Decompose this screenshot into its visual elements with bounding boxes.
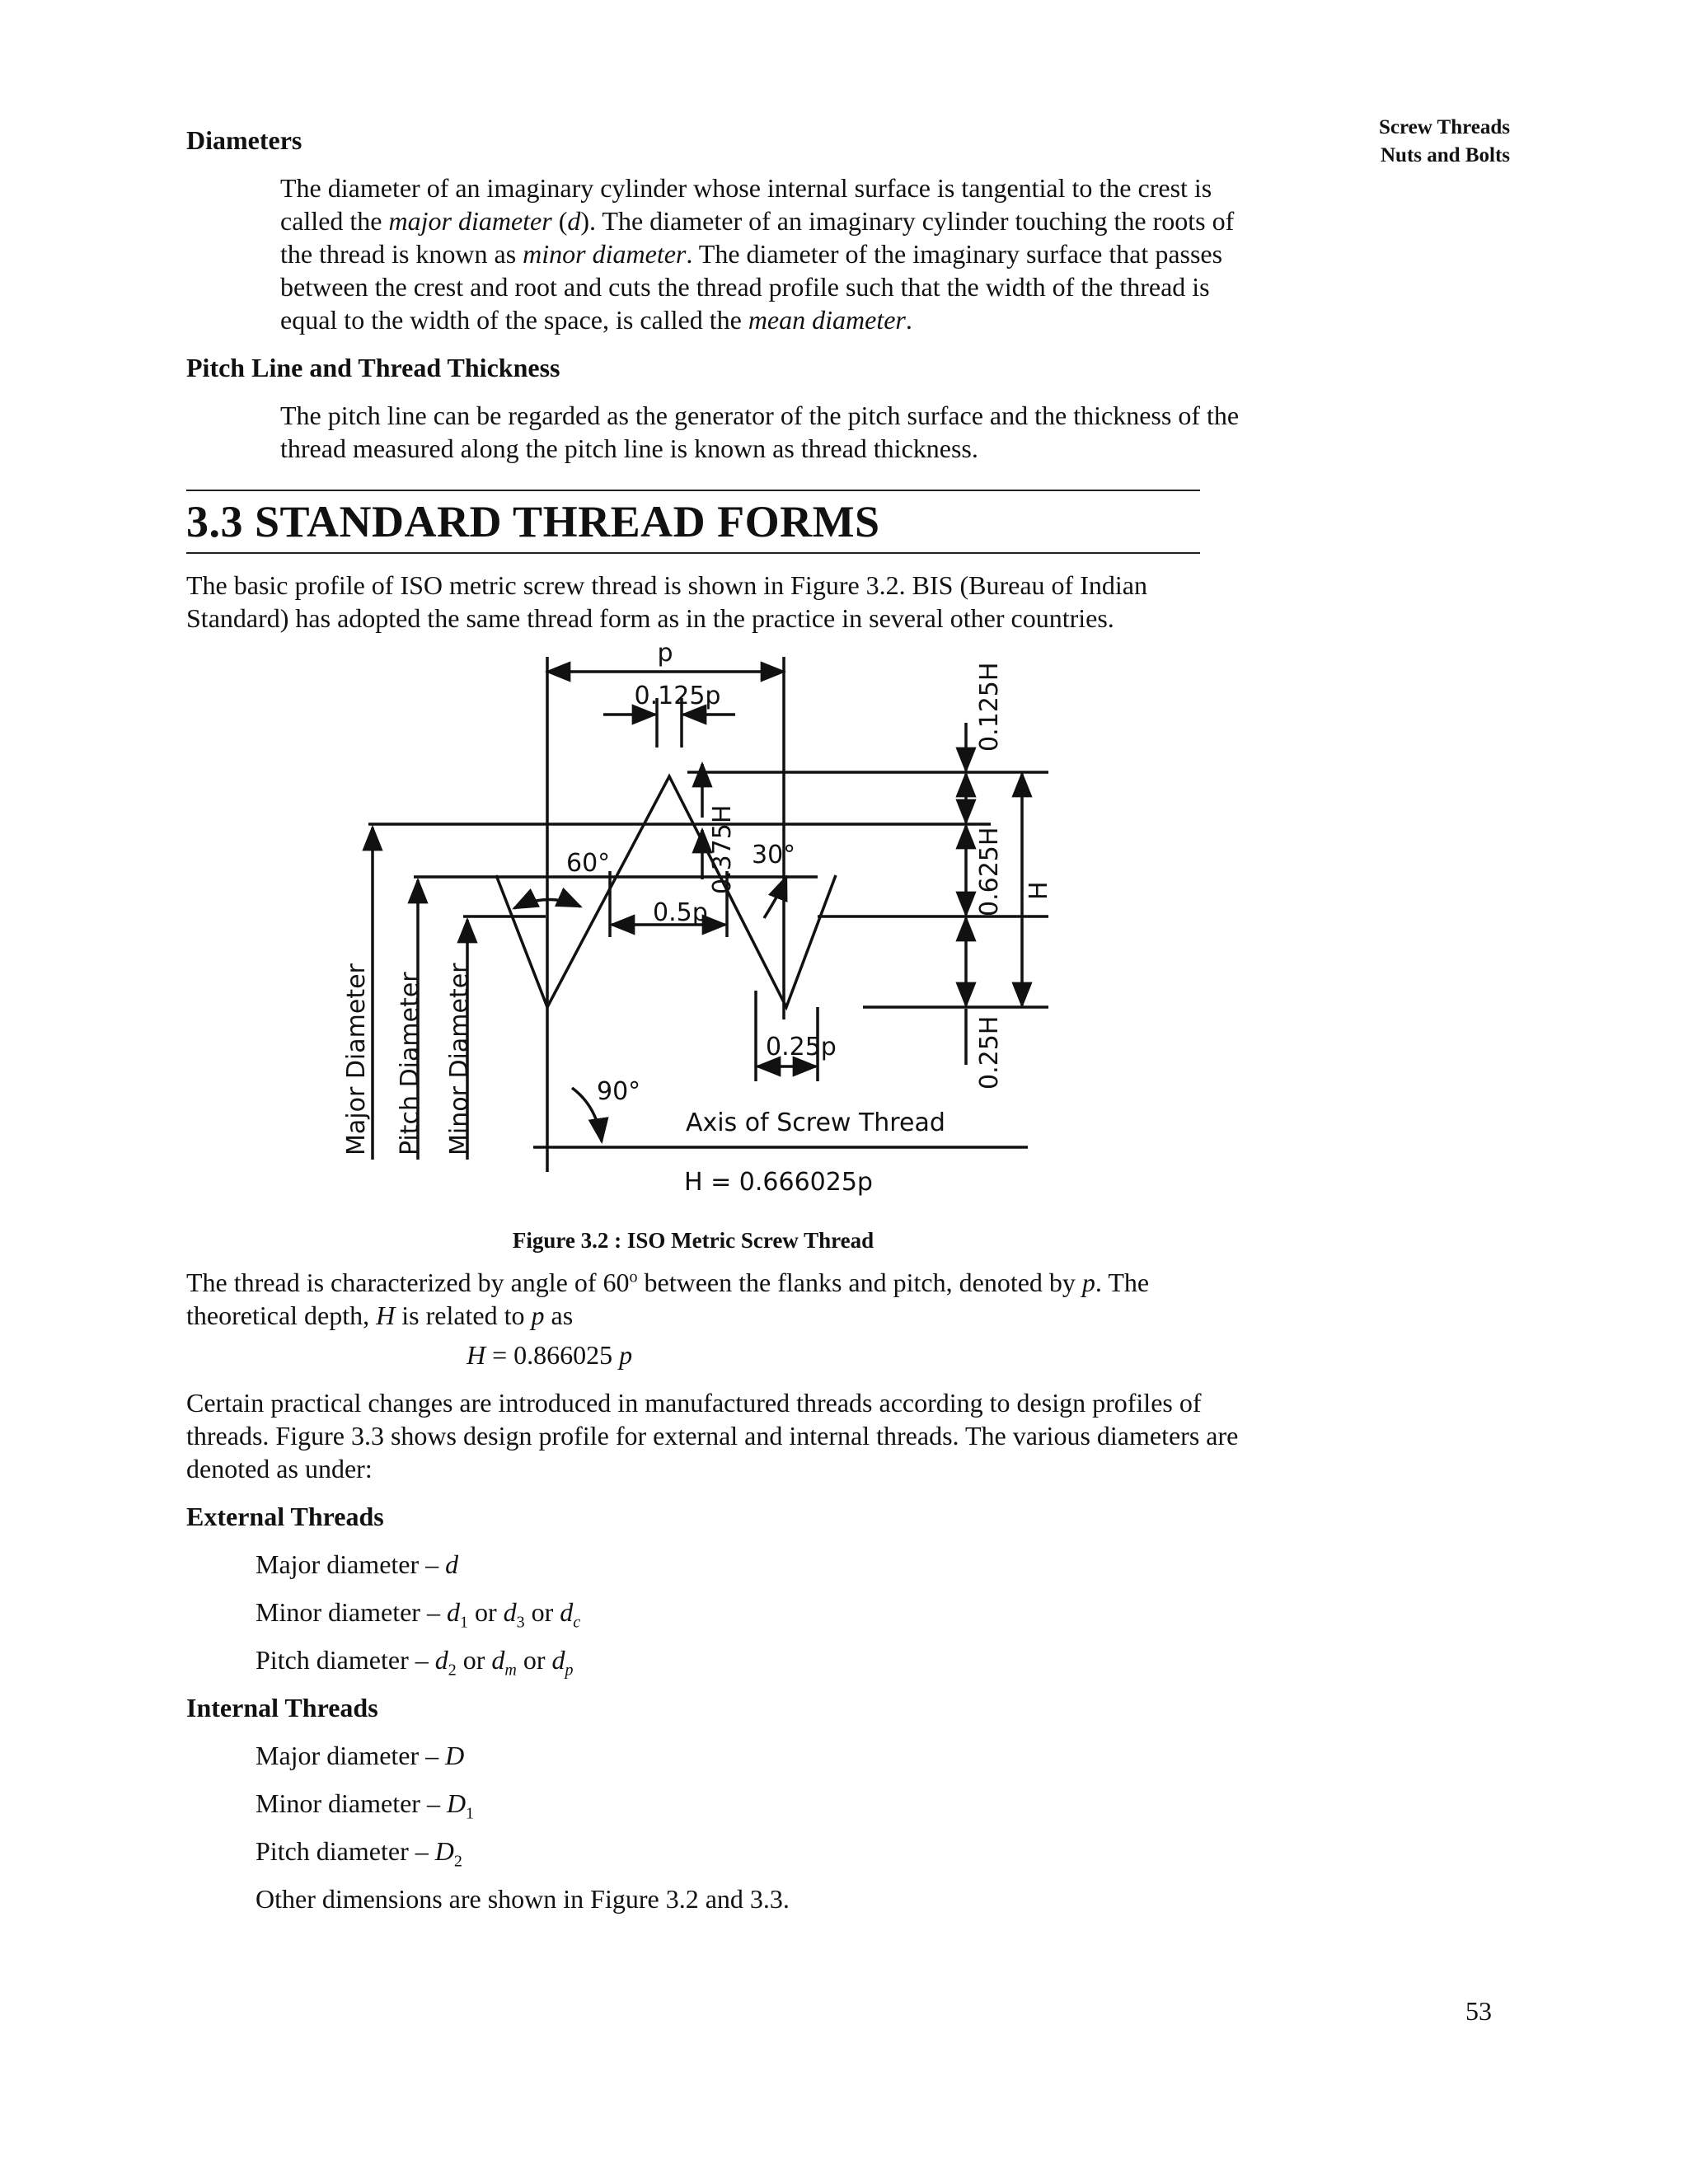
item-sub: 1 <box>466 1804 475 1823</box>
symbol-H: H <box>376 1301 396 1330</box>
item-sub: p <box>565 1661 574 1680</box>
label-30deg: 30° <box>752 841 796 869</box>
label-025p: 0.25p <box>766 1033 837 1062</box>
label-minor-diameter: Minor Diameter <box>445 963 474 1155</box>
heading-external-threads: External Threads <box>186 1502 384 1531</box>
label-p: p <box>657 644 673 668</box>
symbol-p: p <box>531 1301 545 1330</box>
section-rule-bottom <box>186 552 1200 554</box>
item-sub: c <box>573 1613 581 1632</box>
item-symbol: d <box>503 1597 517 1627</box>
text-run: The thread is characterized by angle of 60 <box>186 1268 630 1297</box>
list-item-external-minor <box>256 1596 1241 1632</box>
item-or: or <box>467 1597 504 1627</box>
item-label: Major diameter – <box>256 1741 446 1770</box>
text-run: . <box>905 305 912 335</box>
text-run: as <box>544 1301 574 1330</box>
main-content <box>186 124 1241 1930</box>
item-symbol: D <box>445 1741 465 1770</box>
eq-H: H <box>467 1340 486 1370</box>
item-or: or <box>456 1645 492 1675</box>
list-item-internal-pitch <box>256 1835 1241 1871</box>
item-sub: 2 <box>453 1852 462 1871</box>
symbol-d: d <box>567 206 581 236</box>
running-head-line1: Screw Threads <box>1378 116 1510 138</box>
paragraph-diameters <box>280 171 1241 336</box>
running-head <box>1286 114 1510 170</box>
label-0125p: 0.125p <box>634 682 721 710</box>
section-header <box>186 490 1200 554</box>
paragraph-intro: The basic profile of ISO metric screw thread is shown in Figure 3.2. BIS (Bureau of Indian Standard) has adopted the same thread form as in the practice in several other countries. <box>186 570 1147 633</box>
label-formula: H = 0.666025p <box>684 1168 873 1197</box>
heading-diameters: Diameters <box>186 125 302 155</box>
item-symbol: d <box>560 1597 574 1627</box>
term-major-diameter: major diameter <box>388 206 552 236</box>
item-symbol: d <box>491 1645 505 1675</box>
item-symbol: d <box>446 1597 460 1627</box>
heading-pitch-line: Pitch Line and Thread Thickness <box>186 353 560 382</box>
term-minor-diameter: minor diameter <box>523 239 687 269</box>
page-number: 53 <box>1465 1996 1492 2026</box>
label-0125H: 0.125H <box>975 662 1004 752</box>
item-label: Major diameter – <box>256 1549 446 1579</box>
item-sub: m <box>504 1661 517 1680</box>
eq-mid: = 0.866025 <box>485 1340 620 1370</box>
label-axis: Axis of Screw Thread <box>686 1108 945 1137</box>
item-label: Pitch diameter – <box>256 1836 435 1866</box>
eq-p: p <box>619 1340 633 1370</box>
label-H: H <box>1025 881 1053 900</box>
text-run: between the flanks and pitch, denoted by <box>637 1268 1082 1297</box>
list-item-other-dimensions: Other dimensions are shown in Figure 3.2 and 3.3. <box>256 1884 790 1914</box>
paragraph-practical-changes: Certain practical changes are introduced in manufactured threads according to design profiles of threads. Figure 3.3 shows design profile for external and internal threads. The various diameters are denoted as under: <box>186 1388 1239 1483</box>
paragraph-pitch-line: The pitch line can be regarded as the generator of the pitch surface and the thickness of the thread measured along the pitch line is known as thread thickness. <box>280 401 1240 463</box>
heading-internal-threads: Internal Threads <box>186 1693 378 1722</box>
running-head-line2: Nuts and Bolts <box>1381 144 1510 166</box>
label-major-diameter: Major Diameter <box>342 963 371 1155</box>
label-pitch-diameter: Pitch Diameter <box>396 972 424 1155</box>
degree-sup: o <box>629 1268 638 1286</box>
figure-caption: Figure 3.2 : ISO Metric Screw Thread <box>512 1228 874 1253</box>
item-symbol: d <box>445 1549 459 1579</box>
item-symbol: D <box>434 1836 454 1866</box>
text-run: ( <box>551 206 568 236</box>
item-sub: 2 <box>448 1661 457 1680</box>
item-label: Minor diameter – <box>256 1597 447 1627</box>
text-run: . The theoretical depth, <box>186 1268 1150 1330</box>
list-item-internal-minor <box>256 1787 1241 1823</box>
text-run: ). The diameter of an imaginary cylinder touching the roots of the thread is known as <box>280 206 1235 269</box>
item-symbol: D <box>446 1788 467 1818</box>
item-symbol: d <box>551 1645 565 1675</box>
item-sub: 1 <box>459 1613 468 1632</box>
text-run: . The diameter of the imaginary surface that passes between the crest and root and cuts the thread profile such that the width of the thread is equal to the width of the space, is called the <box>280 239 1223 335</box>
list-item-external-pitch <box>256 1643 1241 1680</box>
label-60deg: 60° <box>566 849 611 878</box>
label-0375H: 0.375H <box>708 804 737 894</box>
item-or: or <box>524 1597 560 1627</box>
thread-diagram <box>331 644 1073 1221</box>
figure-iso-thread <box>331 644 1073 1221</box>
text-run: The diameter of an imaginary cylinder whose internal surface is tangential to the crest is called the <box>280 173 1212 236</box>
equation-H <box>467 1338 1241 1371</box>
paragraph-characterized <box>186 1266 1241 1332</box>
text-run: is related to <box>395 1301 532 1330</box>
term-mean-diameter: mean diameter <box>748 305 906 335</box>
list-item-external-major <box>256 1548 1241 1581</box>
item-or: or <box>516 1645 552 1675</box>
item-sub: 3 <box>516 1613 525 1632</box>
symbol-p: p <box>1081 1268 1095 1297</box>
list-item-internal-major <box>256 1739 1241 1772</box>
item-label: Pitch diameter – <box>256 1645 435 1675</box>
label-90deg: 90° <box>597 1077 641 1106</box>
item-symbol: d <box>434 1645 448 1675</box>
label-0625H: 0.625H <box>975 827 1004 916</box>
label-025H: 0.25H <box>975 1015 1004 1090</box>
item-label: Minor diameter – <box>256 1788 447 1818</box>
label-05p: 0.5p <box>653 898 708 927</box>
section-title: 3.3 STANDARD THREAD FORMS <box>186 497 880 546</box>
